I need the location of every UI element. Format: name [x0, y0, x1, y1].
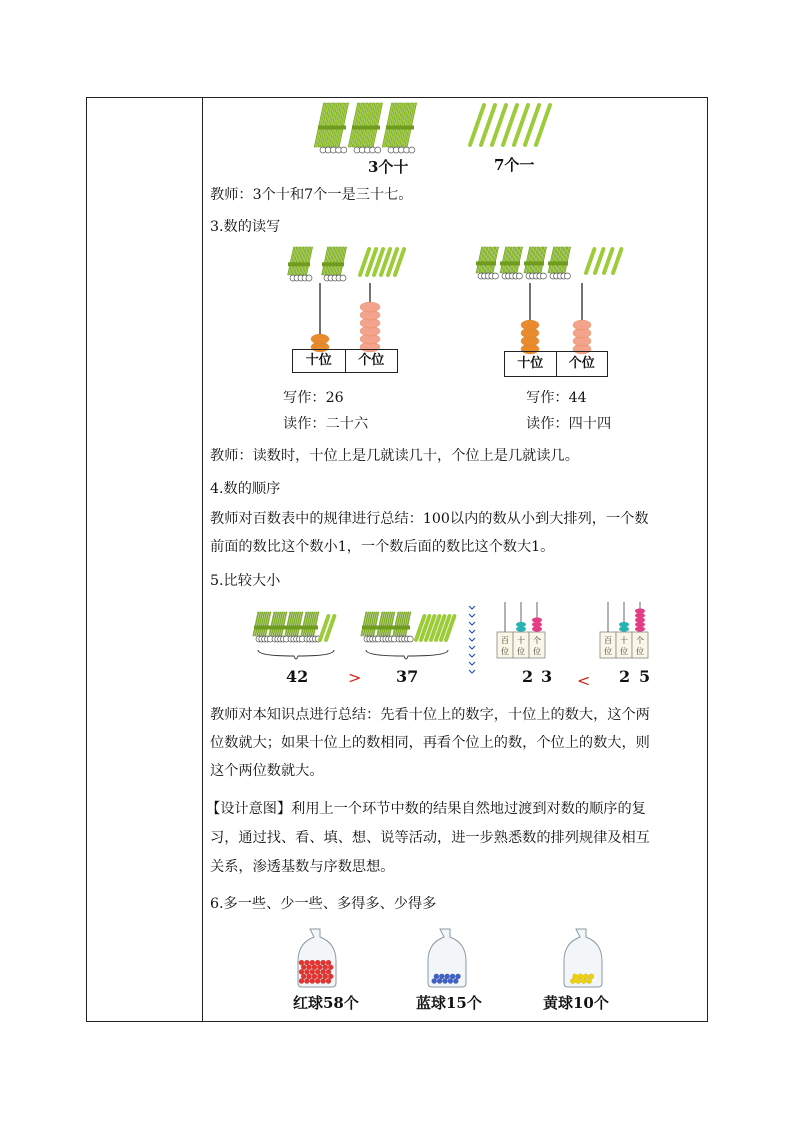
table-column-divider [202, 97, 203, 1022]
abacus-bead-icon [521, 320, 539, 330]
place-value-label: 位 [604, 647, 612, 656]
ball-icon [312, 974, 317, 979]
ball-icon [301, 974, 306, 979]
ball-icon [307, 965, 312, 970]
ball-icon [581, 978, 586, 983]
place-value-label: 位 [620, 647, 628, 656]
compare-summary-line2: 位数就大；如果十位上的数相同，再看个位上的数，个位上的数大，则 [210, 735, 650, 751]
order-summary-line2: 前面的数比这个数小1，一个数后面的数比这个数大1。 [210, 539, 555, 555]
ball-icon [442, 978, 447, 983]
stick-bundle-icon [500, 247, 523, 279]
ball-icon [450, 974, 455, 979]
place-value-table-left [292, 349, 398, 373]
abacus-bead-icon [516, 622, 526, 627]
ball-icon [328, 965, 333, 970]
write-44: 写作：44 [526, 390, 587, 406]
lesson-content-cell [206, 97, 704, 1022]
ball-icon [310, 969, 315, 974]
heading-more-less: 6.多一些、少一些、多得多、少得多 [210, 896, 437, 912]
ball-icon [315, 969, 320, 974]
chevron-down-icon [469, 630, 475, 633]
ball-icon [328, 974, 333, 979]
place-value-label: 位 [533, 647, 541, 656]
ones-place-cell: 个位 [568, 356, 595, 371]
heading-read-write: 3.数的读写 [210, 219, 281, 235]
write-26: 写作：26 [283, 390, 344, 406]
ball-icon [326, 960, 331, 965]
ball-icon [304, 969, 309, 974]
chevron-down-icon [469, 670, 475, 673]
design-intent-line2: 习，通过找、看、填、想、说等活动，进一步熟悉数的排列规律及相互 [210, 830, 650, 846]
label-three-tens: 3个十 [368, 158, 409, 176]
stick-bundle-icon [288, 247, 313, 281]
chevron-down-icon [469, 622, 475, 625]
ball-icon [317, 965, 322, 970]
ball-icon [317, 974, 322, 979]
ball-icon [321, 978, 326, 983]
compare-summary-line3: 这个两位数就大。 [210, 763, 324, 779]
ball-icon [315, 978, 320, 983]
abacus-bead-icon [635, 622, 645, 627]
abacus-bead-icon [619, 626, 629, 631]
place-value-table-right [504, 351, 608, 377]
compare-summary-line1: 教师对本知识点进行总结：先看十位上的数字，十位上的数大，这个两 [210, 707, 650, 723]
place-value-label: 十 [517, 636, 525, 645]
caption-thirty-seven: 教师：3个十和7个一是三十七。 [210, 187, 413, 203]
heading-number-order: 4.数的顺序 [210, 481, 281, 497]
place-value-label: 个 [636, 636, 644, 645]
chevron-down-icon [469, 646, 475, 649]
ball-icon [299, 978, 304, 983]
tens-place-cell: 十位 [505, 352, 557, 376]
place-value-label: 百 [501, 636, 509, 645]
abacus-bead-icon [635, 617, 645, 622]
ball-icon [589, 974, 594, 979]
greater-than-symbol: > [348, 668, 362, 687]
ball-icon [304, 960, 309, 965]
design-intent-line1: 【设计意图】利用上一个环节中数的结果自然地过渡到对数的顺序的复 [206, 801, 646, 817]
design-intent-line3: 关系，渗透基数与序数思想。 [210, 859, 395, 875]
place-value-label: 位 [636, 647, 644, 656]
ball-icon [576, 978, 581, 983]
abacus-bead-icon [635, 613, 645, 618]
ball-icon [445, 974, 450, 979]
ball-icon [321, 969, 326, 974]
chevron-down-icon [469, 638, 475, 641]
stick-bundle-icon [476, 247, 499, 279]
abacus-bead-icon [532, 622, 542, 627]
chevron-down-icon [469, 654, 475, 657]
chevron-down-icon [469, 606, 475, 609]
ones-place-cell: 个位 [358, 353, 385, 368]
abacus-bead-icon [573, 320, 591, 330]
number-23-ones: 3 [541, 667, 553, 686]
stick-bundle-icon [314, 103, 348, 153]
stick-bundles-illustration [320, 101, 550, 161]
stick-bundle-icon [524, 247, 547, 279]
stick-bundle-icon [382, 103, 416, 153]
ball-icon [304, 978, 309, 983]
stick-bundle-icon [548, 247, 571, 279]
ball-icon [326, 969, 331, 974]
caption-reading-rule: 教师：读数时，十位上是几就读几十，个位上是几就读几。 [210, 448, 579, 464]
ball-icon [570, 978, 575, 983]
ball-icon [455, 974, 460, 979]
ball-icon [453, 978, 458, 983]
heading-compare-size: 5.比较大小 [210, 573, 281, 589]
ball-icon [310, 960, 315, 965]
single-stick-icon [604, 249, 612, 273]
ball-icon [323, 974, 328, 979]
ball-icon [434, 974, 439, 979]
ball-icon [439, 974, 444, 979]
abacus-bead-icon [532, 626, 542, 631]
place-value-label: 十 [620, 636, 628, 645]
place-value-label: 个 [533, 636, 541, 645]
ball-icon [587, 978, 592, 983]
brace-icon [366, 650, 448, 659]
brace-icon [258, 650, 334, 659]
chevron-down-icon [469, 662, 475, 665]
chevron-down-icon [469, 614, 475, 617]
number-42: 42 [286, 667, 309, 686]
ball-icon [583, 974, 588, 979]
jar-label-red: 红球58个 [293, 994, 359, 1012]
tens-place-cell: 十位 [293, 350, 346, 372]
place-value-label: 位 [517, 647, 525, 656]
jar-label-yellow: 黄球10个 [543, 994, 609, 1012]
abacus-bead-icon [311, 334, 329, 344]
order-summary-line1: 教师对百数表中的规律进行总结：100以内的数从小到大排列，一个数 [210, 511, 649, 527]
ball-icon [437, 978, 442, 983]
read-26: 读作：二十六 [283, 416, 369, 432]
ball-icon [299, 969, 304, 974]
abacus-bead-icon [635, 626, 645, 631]
abacus-bead-icon [532, 617, 542, 622]
ball-icon [326, 978, 331, 983]
number-37: 37 [396, 667, 419, 686]
ball-jars-illustration [290, 927, 630, 989]
abacus-bead-icon [360, 302, 380, 312]
ball-icon [310, 978, 315, 983]
ball-icon [432, 978, 437, 983]
ball-icon [312, 965, 317, 970]
ball-icon [321, 960, 326, 965]
ball-icon [578, 974, 583, 979]
place-value-label: 百 [604, 636, 612, 645]
stick-bundle-icon [322, 247, 347, 281]
single-stick-icon [586, 249, 594, 273]
abacus-bead-icon [635, 608, 645, 613]
place-value-label: 位 [501, 647, 509, 656]
single-stick-icon [613, 249, 621, 273]
jar-label-blue: 蓝球15个 [416, 994, 482, 1012]
ball-icon [307, 974, 312, 979]
read-44: 读作：四十四 [526, 416, 612, 432]
ball-icon [299, 960, 304, 965]
number-25-ones: 5 [639, 667, 651, 686]
stick-bundle-icon [348, 103, 382, 153]
number-25-tens: 2 [619, 667, 631, 686]
abacus-bead-icon [516, 626, 526, 631]
less-than-symbol: < [577, 671, 591, 690]
ball-icon [301, 965, 306, 970]
ball-icon [315, 960, 320, 965]
number-23-tens: 2 [522, 667, 534, 686]
ball-icon [573, 974, 578, 979]
ball-icon [448, 978, 453, 983]
abacus-bead-icon [619, 622, 629, 627]
ball-icon [323, 965, 328, 970]
single-stick-icon [595, 249, 603, 273]
label-seven-ones: 7个一 [494, 156, 535, 174]
